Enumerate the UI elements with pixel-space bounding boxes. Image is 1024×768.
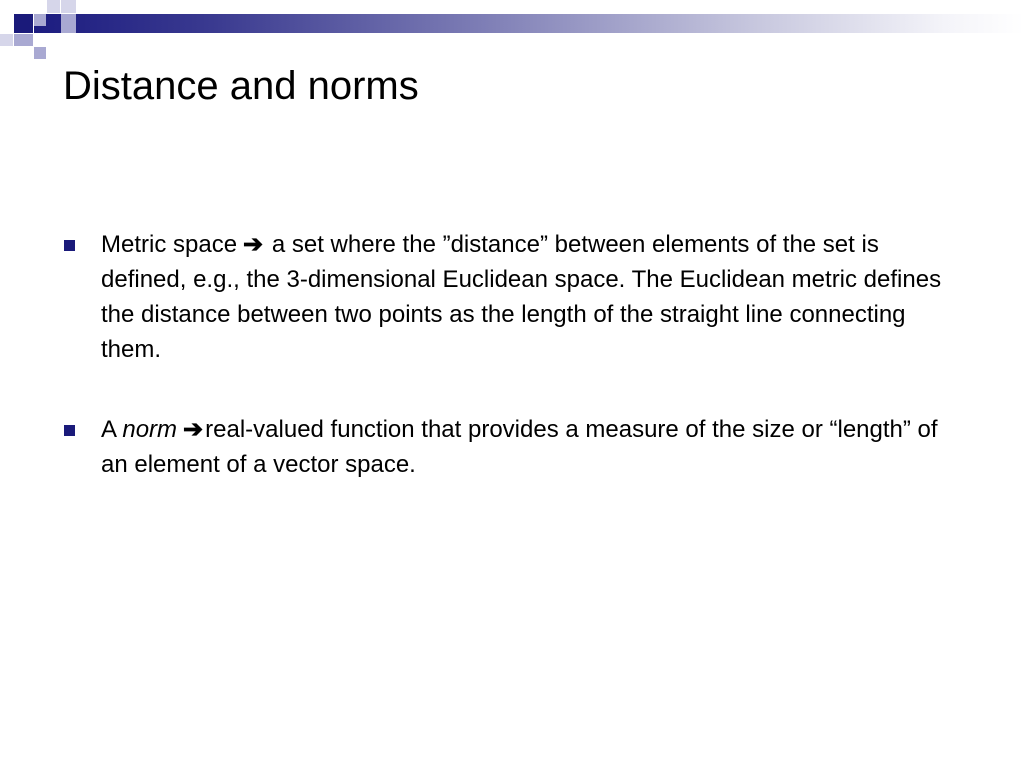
bullet-body-text: a set where the ”distance” between elements of the set is defined, e.g., the 3-dimensional Euclidean space. The Euclidean metric defines the distance between two points as the length of the straight line connecting them. [101, 231, 942, 363]
header-gradient-band [34, 14, 1024, 33]
decor-square [34, 47, 46, 59]
arrow-right-icon: ➔ [183, 416, 204, 443]
decor-square [14, 14, 33, 33]
arrow-right-icon: ➔ [243, 231, 264, 258]
decor-square [14, 34, 33, 46]
decor-square [61, 14, 76, 33]
slide-title: Distance and norms [63, 64, 419, 108]
decor-square [61, 0, 76, 13]
decor-square [47, 0, 60, 13]
bullet-item-metric-space [63, 227, 968, 367]
bullet-item-norm [63, 412, 968, 482]
bullet-body-text: real-valued function that provides a measure of the size or “length” of an element of a vector space. [101, 416, 938, 478]
bullet-list [63, 227, 968, 527]
decor-square [34, 14, 46, 26]
decor-square [0, 34, 13, 46]
bullet-lead-text: A [101, 416, 123, 443]
bullet-term-norm: norm [122, 416, 178, 443]
square-bullet-icon [64, 240, 75, 251]
square-bullet-icon [64, 425, 75, 436]
bullet-lead-text: Metric space [101, 231, 238, 258]
